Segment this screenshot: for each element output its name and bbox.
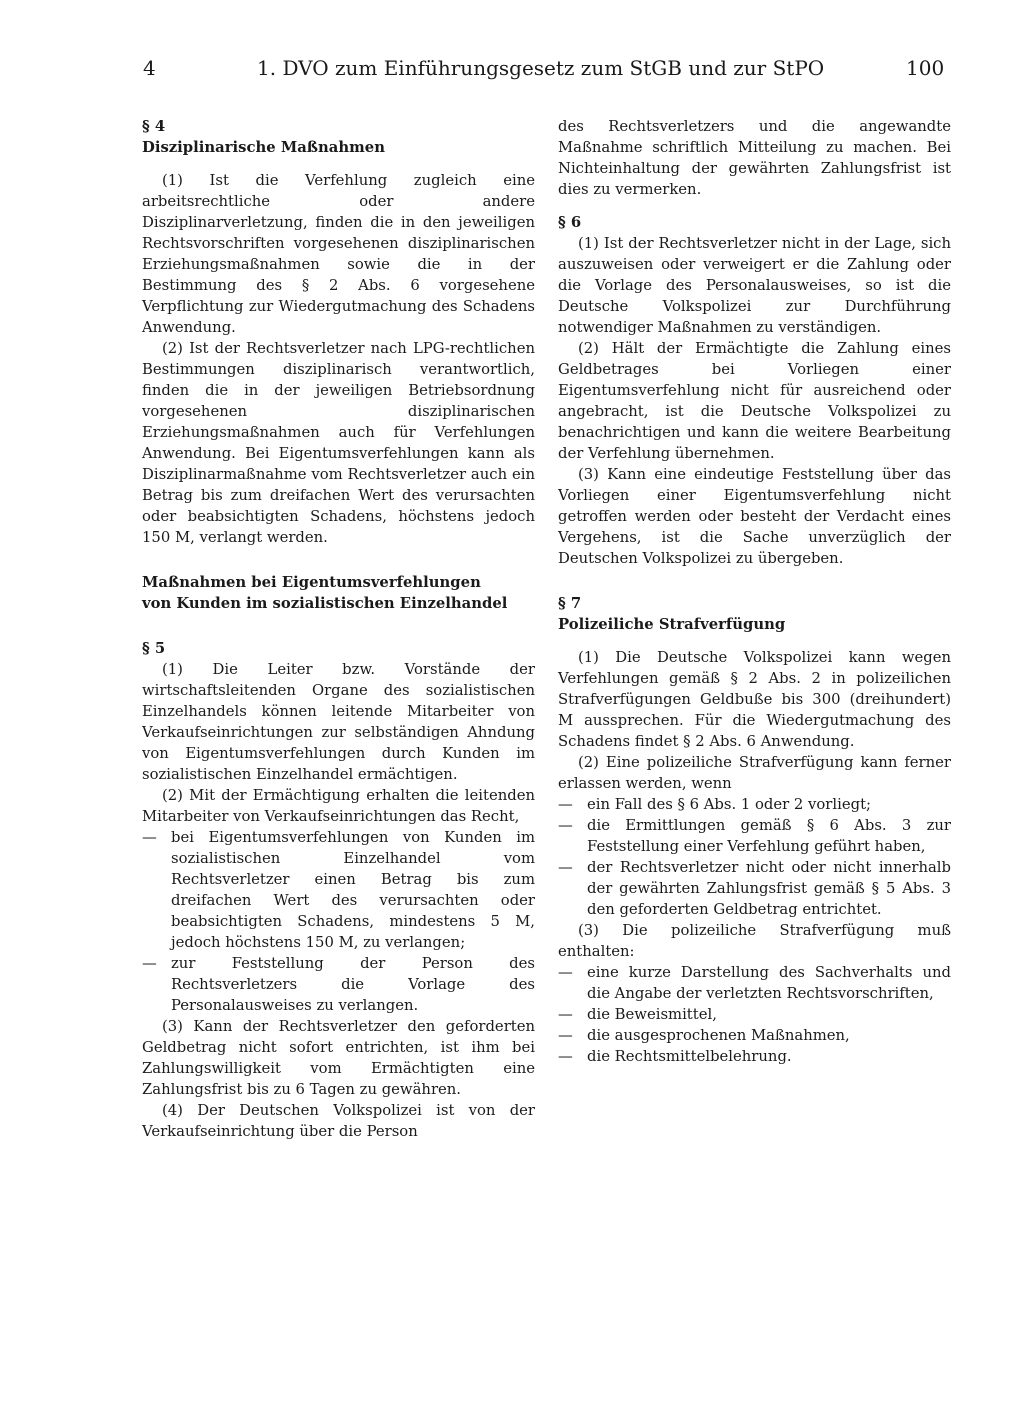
list-item: — bei Eigentumsverfehlungen von Kunden im sozialistischen Einzelhandel vom Rechtsverletzer einen Betrag bis zum dreifachen Wert des verursachten oder beabsichtigten Schadens, mindestens 5 M, jedoch höchstens 150 M, zu verlangen; [142,827,535,953]
list-item: — zur Feststellung der Person des Rechtsverletzers die Vorlage des Personalausweises zu verlangen. [142,953,535,1016]
page-number-left: 4 [143,56,156,80]
list-item: — die Beweismittel, [558,1004,951,1025]
section-7-list-1 [558,794,951,920]
section-4-heading: § 4 [142,118,166,135]
section-4-title: Disziplinarische Maßnahmen [142,139,385,156]
section-7-paragraph-3: (3) Die polizeiliche Strafverfügung muß enthalten: [558,922,951,960]
section-7-heading: § 7 [558,595,582,612]
running-title: 1. DVO zum Einführungsgesetz zum StGB und zur StPO [257,56,825,80]
section-6-paragraph-2: (2) Hält der Ermächtigte die Zahlung eines Geldbetrages bei Vorliegen einer Eigentumsverfehlung nicht für ausreichend oder angebracht, ist die Deutsche Volkspolizei zu benachrichtigen und kann die weitere Bearbeitung der Verfehlung übernehmen. [558,340,951,462]
section-5-paragraph-4: (4) Der Deutschen Volkspolizei ist von der Verkaufseinrichtung über die Person [142,1102,535,1140]
section-5-paragraph-3: (3) Kann der Rechtsverletzer den geforderten Geldbetrag nicht sofort entrichten, ist ihm bei Zahlungswilligkeit vom Ermächtigten eine Zahlungsfrist bis zu 6 Tagen zu gewähren. [142,1018,535,1098]
list-item: — die Rechtsmittelbelehrung. [558,1046,951,1067]
section-5-paragraph-1: (1) Die Leiter bzw. Vorstände der wirtschaftsleitenden Organe des sozialistischen Einzelhandels können leitende Mitarbeiter von Verkaufseinrichtungen zur selbständigen Ahndung von Eigentumsverfehlungen durch Kunden im sozialistischen Einzelhandel ermächtigen. [142,661,535,783]
page-header [0,56,1024,86]
section-6-heading: § 6 [558,214,582,231]
section-5-paragraph-2: (2) Mit der Ermächtigung erhalten die leitenden Mitarbeiter von Verkaufseinrichtungen das Recht, [142,787,535,825]
section-7-title: Polizeiliche Strafverfügung [558,616,786,633]
section-7-paragraph-1: (1) Die Deutsche Volkspolizei kann wegen Verfehlungen gemäß § 2 Abs. 2 in polizeilichen Strafverfügungen Geldbuße bis 300 (dreihundert) M aussprechen. Für die Wiedergutmachung des Schadens findet § 2 Abs. 6 Anwendung. [558,649,951,750]
page-number-right: 100 [906,56,945,80]
section-4-paragraph-1: (1) Ist die Verfehlung zugleich eine arbeitsrechtliche oder andere Disziplinarverletzung, finden die in den jeweiligen Rechtsvorschriften vorgesehenen disziplinarischen Erziehungsmaßnahmen sowie die in der Bestimmung des § 2 Abs. 6 vorgesehene Verpflichtung zur Wiedergutmachung des Schadens Anwendung. [142,172,535,336]
list-item: — der Rechtsverletzer nicht oder nicht innerhalb der gewährten Zahlungsfrist gemäß § 5 Abs. 3 den geforderten Geldbetrag entrichtet. [558,857,951,920]
section-6-paragraph-1: (1) Ist der Rechtsverletzer nicht in der Lage, sich auszuweisen oder verweigert er die Zahlung oder die Vorlage des Personalausweises, so ist die Deutsche Volkspolizei zur Durchführung notwendiger Maßnahmen zu verständigen. [558,235,951,336]
right-column [558,116,951,1067]
section-7-list-2 [558,962,951,1067]
list-item: — die Ermittlungen gemäß § 6 Abs. 3 zur Feststellung einer Verfehlung geführt haben, [558,815,951,857]
section-6-paragraph-3: (3) Kann eine eindeutige Feststellung über das Vorliegen einer Eigentumsverfehlung nicht getroffen werden oder besteht der Verdacht eines Vergehens, ist die Sache unverzüglich der Deutschen Volkspolizei zu übergeben. [558,466,951,567]
section-4-paragraph-2: (2) Ist der Rechtsverletzer nach LPG-rechtlichen Bestimmungen disziplinarisch verantwortlich, finden die in der jeweiligen Betriebsordnung vorgesehenen disziplinarischen Erziehungsmaßnahmen auch für Verfehlungen Anwendung. Bei Eigentumsverfehlungen kann als Disziplinarmaßnahme vom Rechtsverletzer auch ein Betrag bis zum dreifachen Wert des verursachten oder beabsichtigten Schadens, höchstens jedoch 150 M, verlangt werden. [142,340,535,546]
section-5-continuation: des Rechtsverletzers und die angewandte Maßnahme schriftlich Mitteilung zu machen. Bei Nichteinhaltung der gewährten Zahlungsfrist ist dies zu vermerken. [558,118,951,198]
section-7-paragraph-2: (2) Eine polizeiliche Strafverfügung kann ferner erlassen werden, wenn [558,754,951,792]
subheading-line-1: Maßnahmen bei Eigentumsverfehlungen [142,574,481,591]
list-item: — ein Fall des § 6 Abs. 1 oder 2 vorliegt; [558,794,951,815]
left-column [142,116,535,1142]
subheading-line-2: von Kunden im sozialistischen Einzelhandel [142,595,508,612]
list-item: — die ausgesprochenen Maßnahmen, [558,1025,951,1046]
section-5-list [142,827,535,1016]
section-5-heading: § 5 [142,640,166,657]
list-item: — eine kurze Darstellung des Sachverhalts und die Angabe der verletzten Rechtsvorschriften, [558,962,951,1004]
